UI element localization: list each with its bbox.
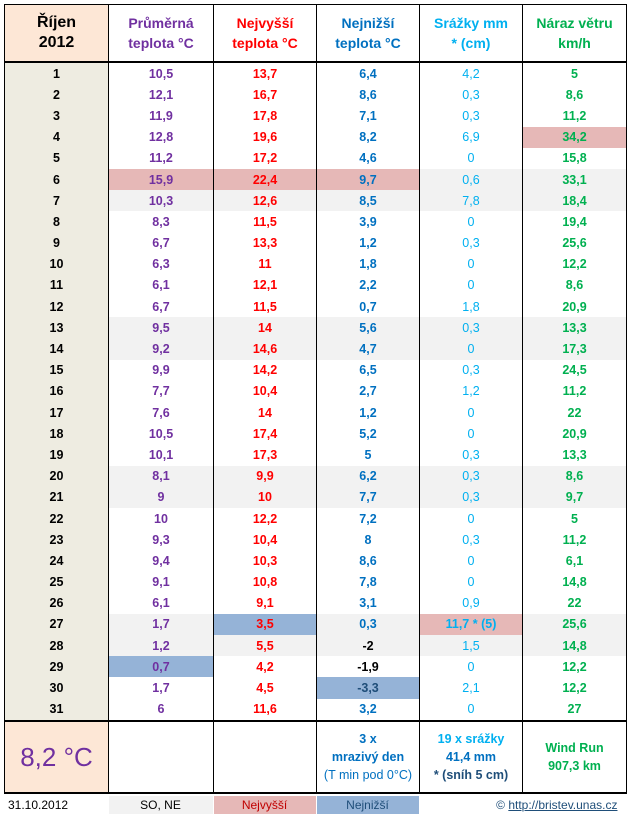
wind-cell: 8,6	[523, 84, 627, 105]
table-row	[5, 105, 627, 126]
day-cell: 26	[5, 593, 109, 614]
max-temp-cell: 11,5	[214, 211, 317, 232]
table-row	[5, 254, 627, 275]
day-cell: 16	[5, 381, 109, 402]
max-temp-cell: 11	[214, 254, 317, 275]
wind-cell: 14,8	[523, 572, 627, 593]
wind-cell: 33,1	[523, 169, 627, 190]
day-cell: 4	[5, 127, 109, 148]
avg-temp-cell: 0,7	[109, 656, 214, 677]
header-max-line2: teplota °C	[232, 35, 298, 51]
table-row	[5, 317, 627, 338]
weather-table	[4, 4, 627, 794]
rain-cell: 0	[420, 572, 523, 593]
legend-weekend: SO, NE	[108, 796, 213, 814]
header-wind-line1: Náraz větru	[536, 15, 613, 31]
avg-temp-cell: 9,4	[109, 550, 214, 571]
max-temp-cell: 17,3	[214, 444, 317, 465]
wind-cell: 13,3	[523, 444, 627, 465]
wind-cell: 34,2	[523, 127, 627, 148]
wind-cell: 27	[523, 699, 627, 721]
table-row	[5, 381, 627, 402]
header-min-line1: Nejnižší	[341, 15, 395, 31]
table-row	[5, 593, 627, 614]
header-rain-line1: Srážky mm	[434, 15, 508, 31]
avg-temp-cell: 6,3	[109, 254, 214, 275]
max-temp-cell: 17,8	[214, 105, 317, 126]
header-month	[5, 5, 109, 63]
table-row	[5, 444, 627, 465]
min-temp-cell: 0,3	[317, 614, 420, 635]
summary-empty-avg-cell	[109, 721, 214, 793]
day-cell: 7	[5, 190, 109, 211]
max-temp-cell: 11,6	[214, 699, 317, 721]
day-cell: 28	[5, 635, 109, 656]
day-cell: 6	[5, 169, 109, 190]
min-temp-cell: 3,1	[317, 593, 420, 614]
day-cell: 11	[5, 275, 109, 296]
max-temp-cell: 13,3	[214, 233, 317, 254]
max-temp-cell: 9,1	[214, 593, 317, 614]
max-temp-cell: 22,4	[214, 169, 317, 190]
wind-cell: 22	[523, 593, 627, 614]
rain-cell: 6,9	[420, 127, 523, 148]
table-row	[5, 635, 627, 656]
max-temp-cell: 14,2	[214, 360, 317, 381]
avg-temp-cell: 10,1	[109, 444, 214, 465]
rain-cell: 0	[420, 402, 523, 423]
rain-cell: 0,3	[420, 105, 523, 126]
rain-cell: 0,9	[420, 593, 523, 614]
rain-cell: 0	[420, 211, 523, 232]
wind-cell: 9,7	[523, 487, 627, 508]
table-row	[5, 360, 627, 381]
summary-rain-days: 19 x srážky	[437, 731, 505, 746]
table-row	[5, 614, 627, 635]
wind-cell: 13,3	[523, 317, 627, 338]
wind-cell: 12,2	[523, 677, 627, 698]
rain-cell: 4,2	[420, 62, 523, 84]
wind-cell: 20,9	[523, 423, 627, 444]
table-row	[5, 296, 627, 317]
min-temp-cell: 7,1	[317, 105, 420, 126]
rain-cell: 0,3	[420, 360, 523, 381]
rain-cell: 0,6	[420, 169, 523, 190]
min-temp-cell: 1,8	[317, 254, 420, 275]
day-cell: 27	[5, 614, 109, 635]
min-temp-cell: 5,2	[317, 423, 420, 444]
max-temp-cell: 12,2	[214, 508, 317, 529]
rain-cell: 1,2	[420, 381, 523, 402]
max-temp-cell: 4,2	[214, 656, 317, 677]
min-temp-cell: 6,5	[317, 360, 420, 381]
table-row	[5, 190, 627, 211]
table-row	[5, 466, 627, 487]
min-temp-cell: 3,9	[317, 211, 420, 232]
max-temp-cell: 17,2	[214, 148, 317, 169]
min-temp-cell: 4,7	[317, 338, 420, 359]
summary-frost-note: (T min pod 0°C)	[323, 767, 413, 782]
wind-cell: 18,4	[523, 190, 627, 211]
day-cell: 8	[5, 211, 109, 232]
max-temp-cell: 10,8	[214, 572, 317, 593]
min-temp-cell: -1,9	[317, 656, 420, 677]
header-max-temp	[214, 5, 317, 63]
summary-frost-count: 3 x	[359, 731, 377, 746]
header-min-temp	[317, 5, 420, 63]
min-temp-cell: 8,2	[317, 127, 420, 148]
day-cell: 21	[5, 487, 109, 508]
max-temp-cell: 10	[214, 487, 317, 508]
summary-rain	[420, 721, 523, 793]
summary-max-cell	[214, 721, 317, 793]
day-cell: 2	[5, 84, 109, 105]
max-temp-cell: 12,6	[214, 190, 317, 211]
wind-cell: 6,1	[523, 550, 627, 571]
avg-temp-cell: 12,1	[109, 84, 214, 105]
min-temp-cell: 8	[317, 529, 420, 550]
header-rain	[420, 5, 523, 63]
wind-cell: 22	[523, 402, 627, 423]
summary-rain-total: 41,4 mm	[445, 749, 497, 764]
report-date: 31.10.2012	[4, 796, 108, 814]
day-cell: 23	[5, 529, 109, 550]
wind-cell: 11,2	[523, 105, 627, 126]
rain-cell: 0	[420, 699, 523, 721]
table-row	[5, 127, 627, 148]
rain-cell: 1,5	[420, 635, 523, 656]
rain-cell: 0	[420, 254, 523, 275]
table-row	[5, 508, 627, 529]
header-min-line2: teplota °C	[335, 35, 401, 51]
avg-temp-cell: 6,7	[109, 233, 214, 254]
rain-cell: 0,3	[420, 84, 523, 105]
site-link[interactable]: http://bristev.unas.cz	[508, 797, 618, 812]
day-cell: 1	[5, 62, 109, 84]
rain-cell: 0,3	[420, 466, 523, 487]
min-temp-cell: 8,5	[317, 190, 420, 211]
wind-cell: 19,4	[523, 211, 627, 232]
rain-cell: 0	[420, 148, 523, 169]
table-row	[5, 529, 627, 550]
min-temp-cell: 2,7	[317, 381, 420, 402]
min-temp-cell: -2	[317, 635, 420, 656]
table-row	[5, 148, 627, 169]
weather-table-sheet	[4, 4, 626, 810]
max-temp-cell: 3,5	[214, 614, 317, 635]
wind-cell: 20,9	[523, 296, 627, 317]
rain-cell: 2,1	[420, 677, 523, 698]
min-temp-cell: 5,6	[317, 317, 420, 338]
avg-temp-cell: 9,1	[109, 572, 214, 593]
day-cell: 24	[5, 550, 109, 571]
summary-wind-run-label: Wind Run	[545, 740, 604, 755]
avg-temp-cell: 9,9	[109, 360, 214, 381]
min-temp-cell: -3,3	[317, 677, 420, 698]
summary-snow-note: * (sníh 5 cm)	[433, 767, 509, 782]
avg-temp-cell: 15,9	[109, 169, 214, 190]
rain-cell: 0	[420, 423, 523, 444]
table-row	[5, 423, 627, 444]
max-temp-cell: 14	[214, 402, 317, 423]
rain-cell: 0,3	[420, 233, 523, 254]
day-cell: 3	[5, 105, 109, 126]
max-temp-cell: 4,5	[214, 677, 317, 698]
min-temp-cell: 6,2	[317, 466, 420, 487]
table-row	[5, 84, 627, 105]
avg-temp-cell: 6	[109, 699, 214, 721]
table-row	[5, 677, 627, 698]
day-cell: 29	[5, 656, 109, 677]
header-rain-line2: * (cm)	[451, 35, 491, 51]
table-row	[5, 402, 627, 423]
header-year-label: 2012	[38, 34, 75, 51]
wind-cell: 25,6	[523, 233, 627, 254]
rain-cell: 1,8	[420, 296, 523, 317]
avg-temp-cell: 8,1	[109, 466, 214, 487]
header-max-line1: Nejvyšší	[236, 15, 294, 31]
max-temp-cell: 16,7	[214, 84, 317, 105]
max-temp-cell: 10,4	[214, 381, 317, 402]
max-temp-cell: 14,6	[214, 338, 317, 359]
max-temp-cell: 14	[214, 317, 317, 338]
avg-temp-cell: 11,2	[109, 148, 214, 169]
min-temp-cell: 3,2	[317, 699, 420, 721]
header-avg-temp	[109, 5, 214, 63]
avg-temp-cell: 9,2	[109, 338, 214, 359]
avg-temp-cell: 1,2	[109, 635, 214, 656]
min-temp-cell: 5	[317, 444, 420, 465]
avg-temp-cell: 12,8	[109, 127, 214, 148]
summary-wind-run-value: 907,3 km	[548, 758, 601, 773]
legend-table	[4, 796, 627, 814]
avg-temp-cell: 6,1	[109, 593, 214, 614]
wind-cell: 8,6	[523, 275, 627, 296]
avg-temp-cell: 11,9	[109, 105, 214, 126]
wind-cell: 5	[523, 62, 627, 84]
avg-temp-cell: 10	[109, 508, 214, 529]
summary-frost-label: mrazivý den	[331, 749, 405, 764]
avg-temp-cell: 1,7	[109, 677, 214, 698]
rain-cell: 0	[420, 275, 523, 296]
min-temp-cell: 1,2	[317, 233, 420, 254]
max-temp-cell: 11,5	[214, 296, 317, 317]
max-temp-cell: 10,4	[214, 529, 317, 550]
wind-cell: 25,6	[523, 614, 627, 635]
table-row	[5, 62, 627, 84]
day-cell: 5	[5, 148, 109, 169]
rain-cell: 0,3	[420, 317, 523, 338]
summary-avg-temp: 8,2 °C	[5, 721, 109, 793]
avg-temp-cell: 7,7	[109, 381, 214, 402]
day-cell: 9	[5, 233, 109, 254]
min-temp-cell: 9,7	[317, 169, 420, 190]
avg-temp-cell: 8,3	[109, 211, 214, 232]
min-temp-cell: 7,2	[317, 508, 420, 529]
header-avg-line2: teplota °C	[128, 35, 194, 51]
avg-temp-cell: 10,5	[109, 62, 214, 84]
avg-temp-cell: 6,7	[109, 296, 214, 317]
max-temp-cell: 10,3	[214, 550, 317, 571]
day-cell: 13	[5, 317, 109, 338]
table-row	[5, 211, 627, 232]
table-row	[5, 656, 627, 677]
wind-cell: 8,6	[523, 466, 627, 487]
day-cell: 20	[5, 466, 109, 487]
header-wind-line2: km/h	[558, 35, 591, 51]
avg-temp-cell: 1,7	[109, 614, 214, 635]
day-cell: 30	[5, 677, 109, 698]
min-temp-cell: 8,6	[317, 84, 420, 105]
header-wind	[523, 5, 627, 63]
day-cell: 17	[5, 402, 109, 423]
min-temp-cell: 7,8	[317, 572, 420, 593]
day-cell: 15	[5, 360, 109, 381]
wind-cell: 12,2	[523, 656, 627, 677]
rain-cell: 0	[420, 338, 523, 359]
rain-cell: 0,3	[420, 444, 523, 465]
legend-row	[4, 796, 626, 814]
max-temp-cell: 13,7	[214, 62, 317, 84]
max-temp-cell: 19,6	[214, 127, 317, 148]
min-temp-cell: 4,6	[317, 148, 420, 169]
header-month-label: Říjen	[36, 14, 77, 31]
legend-max-highlight: Nejvyšší	[213, 796, 316, 814]
avg-temp-cell: 9,5	[109, 317, 214, 338]
max-temp-cell: 12,1	[214, 275, 317, 296]
wind-cell: 17,3	[523, 338, 627, 359]
summary-frost-days	[317, 721, 420, 793]
table-row	[5, 572, 627, 593]
wind-cell: 5	[523, 508, 627, 529]
table-row	[5, 487, 627, 508]
min-temp-cell: 7,7	[317, 487, 420, 508]
avg-temp-cell: 9,3	[109, 529, 214, 550]
min-temp-cell: 6,4	[317, 62, 420, 84]
day-cell: 19	[5, 444, 109, 465]
min-temp-cell: 2,2	[317, 275, 420, 296]
wind-cell: 12,2	[523, 254, 627, 275]
wind-cell: 15,8	[523, 148, 627, 169]
day-cell: 10	[5, 254, 109, 275]
rain-cell: 7,8	[420, 190, 523, 211]
max-temp-cell: 17,4	[214, 423, 317, 444]
table-row	[5, 338, 627, 359]
table-row	[5, 550, 627, 571]
day-cell: 25	[5, 572, 109, 593]
avg-temp-cell: 10,5	[109, 423, 214, 444]
summary-wind-run	[523, 721, 627, 793]
table-row	[5, 233, 627, 254]
max-temp-cell: 5,5	[214, 635, 317, 656]
rain-cell: 0,3	[420, 529, 523, 550]
avg-temp-cell: 10,3	[109, 190, 214, 211]
min-temp-cell: 0,7	[317, 296, 420, 317]
day-cell: 12	[5, 296, 109, 317]
legend-min-highlight: Nejnižší	[316, 796, 419, 814]
rain-cell: 0,3	[420, 487, 523, 508]
table-row	[5, 699, 627, 721]
max-temp-cell: 9,9	[214, 466, 317, 487]
header-avg-line1: Průměrná	[128, 15, 194, 31]
copyright-symbol: ©	[496, 797, 505, 812]
table-row	[5, 169, 627, 190]
min-temp-cell: 8,6	[317, 550, 420, 571]
day-cell: 22	[5, 508, 109, 529]
avg-temp-cell: 9	[109, 487, 214, 508]
wind-cell: 24,5	[523, 360, 627, 381]
wind-cell: 11,2	[523, 529, 627, 550]
rain-cell: 11,7 * (5)	[420, 614, 523, 635]
site-credit	[419, 796, 626, 814]
avg-temp-cell: 7,6	[109, 402, 214, 423]
avg-temp-cell: 6,1	[109, 275, 214, 296]
day-cell: 14	[5, 338, 109, 359]
rain-cell: 0	[420, 656, 523, 677]
summary-row	[5, 721, 627, 793]
rain-cell: 0	[420, 508, 523, 529]
day-cell: 18	[5, 423, 109, 444]
min-temp-cell: 1,2	[317, 402, 420, 423]
header-row	[5, 5, 627, 63]
day-cell: 31	[5, 699, 109, 721]
wind-cell: 14,8	[523, 635, 627, 656]
wind-cell: 11,2	[523, 381, 627, 402]
table-row	[5, 275, 627, 296]
rain-cell: 0	[420, 550, 523, 571]
